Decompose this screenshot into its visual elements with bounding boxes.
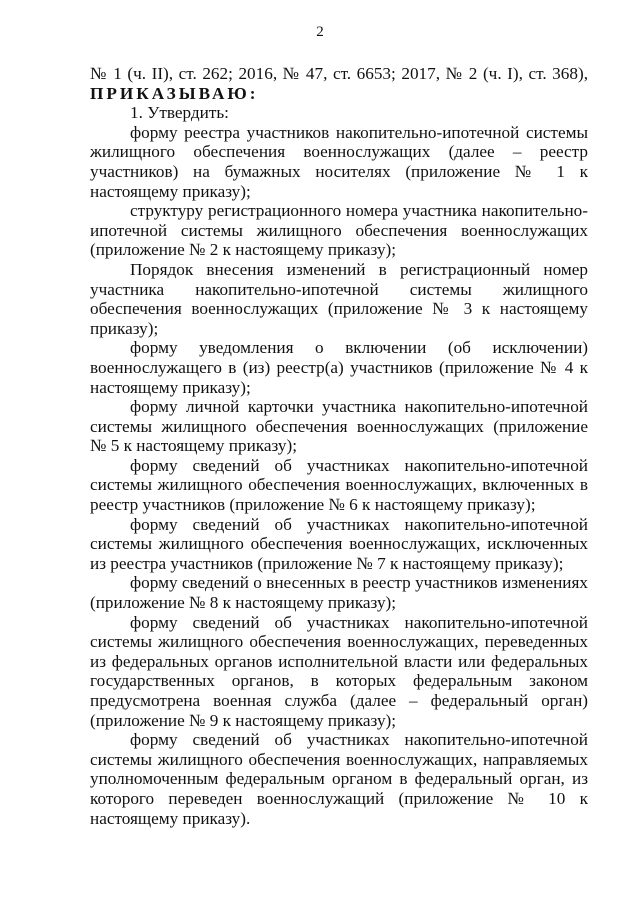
list-item: форму сведений о внесенных в реестр участников изменениях (приложение № 8 к настоящему приказу); bbox=[90, 573, 588, 613]
list-item: форму сведений об участниках накопительно-ипотечной системы жилищного обеспечения военнослужащих, исключенных из реестра участников (приложение № 7 к настоящему приказу); bbox=[90, 514, 588, 573]
list-item: форму реестра участников накопительно-ипотечной системы жилищного обеспечения военнослужащих (далее – реестр участников) на бумажных носителях (приложение № 1 к настоящему приказу); bbox=[90, 122, 588, 201]
list-item: форму уведомления о включении (об исключении) военнослужащего в (из) реестр(а) участников (приложение № 4 к настоящему приказу); bbox=[90, 338, 588, 397]
list-item: Порядок внесения изменений в регистрационный номер участника накопительно-ипотечной системы жилищного обеспечения военнослужащих (приложение № 3 к настоящему приказу); bbox=[90, 259, 588, 338]
intro-text: № 1 (ч. II), ст. 262; 2016, № 47, ст. 6653; 2017, № 2 (ч. I), ст. 368), bbox=[90, 64, 588, 83]
list-item: форму сведений об участниках накопительно-ипотечной системы жилищного обеспечения военнослужащих, направляемых уполномоченным федеральным органом в федеральный орган, из которого переведен военнослужащий (приложение № 10 к настоящему приказу). bbox=[90, 730, 588, 828]
item-heading: 1. Утвердить: bbox=[130, 103, 229, 123]
document-body bbox=[90, 64, 588, 828]
list-item: форму сведений об участниках накопительно-ипотечной системы жилищного обеспечения военнослужащих, включенных в реестр участников (приложение № 6 к настоящему приказу); bbox=[90, 455, 588, 515]
order-word: ПРИКАЗЫВАЮ: bbox=[90, 83, 259, 103]
list-item: структуру регистрационного номера участника накопительно-ипотечной системы жилищного обеспечения военнослужащих (приложение № 2 к настоящему приказу); bbox=[90, 201, 588, 260]
intro-paragraph bbox=[90, 64, 588, 103]
list-item: форму сведений об участниках накопительно-ипотечной системы жилищного обеспечения военнослужащих, переведенных из федеральных органов исполнительной власти или федеральных государственных органов, в которых федеральным законом предусмотрена военная служба (далее – федеральный орган) (приложение № 9 к настоящему приказу); bbox=[90, 612, 588, 730]
page-number: 2 bbox=[316, 24, 324, 40]
list-item: форму личной карточки участника накопительно-ипотечной системы жилищного обеспечения военнослужащих (приложение № 5 к настоящему приказу); bbox=[90, 397, 588, 456]
